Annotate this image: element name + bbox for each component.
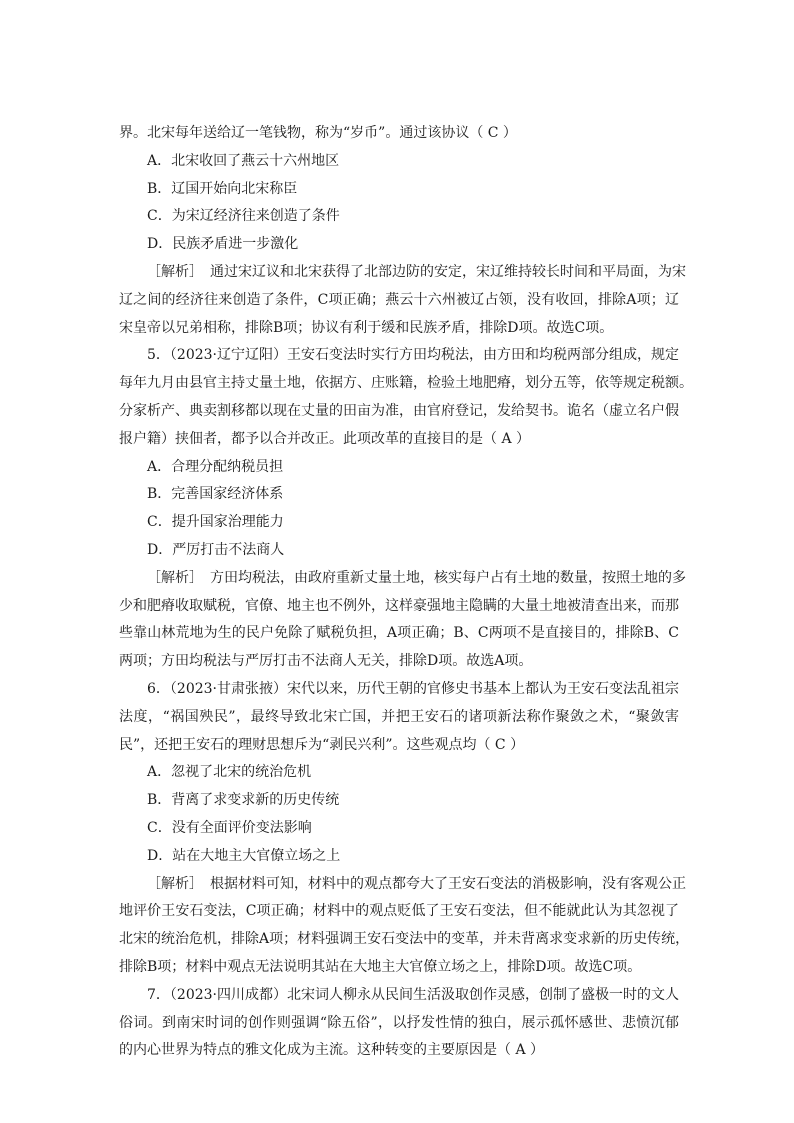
question-7-stem: 7．（2023·四川成都）北宋词人柳永从民间生活汲取创作灵感，创制了盛极一时的文人 [147,986,679,1003]
question-5-stem: 5．（2023·辽宁辽阳）王安石变法时实行方田均税法，由方田和均税两部分组成，规定 [147,347,679,364]
option-b: B．背离了求变求新的历史传统 [147,792,340,809]
analysis-line: 些靠山林荒地为生的民户免除了赋税负担，A项正确；B、C两项不是直接目的，排除B、C [119,625,679,642]
option-b: B．完善国家经济体系 [147,486,284,503]
analysis-line: ［解析］ 根据材料可知，材料中的观点都夸大了王安石变法的消极影响，没有客观公正 [147,875,686,892]
analysis-line: ［解析］ 通过宋辽议和北宋获得了北部边防的安定，宋辽维持较长时间和平局面，为宋 [147,263,686,280]
option-b: B．辽国开始向北宋称臣 [147,180,298,197]
question-6-stem: 6．（2023·甘肃张掖）宋代以来，历代王朝的官修史书基本上都认为王安石变法乱祖宗 [147,680,679,697]
option-a: A．北宋收回了燕云十六州地区 [147,152,340,169]
option-c: C．为宋辽经济往来创造了条件 [147,208,340,225]
option-d: D．严厉打击不法商人 [147,541,285,558]
option-c: C．没有全面评价变法影响 [147,819,312,836]
analysis-line: 两项；方田均税法与严厉打击不法商人无关，排除D项。故选A项。 [119,653,533,670]
question-5-stem: 报户籍）挟佃者，都予以合并改正。此项改革的直接目的是（ A ） [119,430,531,447]
analysis-line: 地评价王安石变法，C项正确；材料中的观点贬低了王安石变法，但不能就此认为其忽视了 [119,903,679,920]
question-6-stem: 民”，还把王安石的理财思想斥为“剥民兴利”。这些观点均（ C ） [119,736,525,753]
analysis-line: 少和肥瘠收取赋税，官僚、地主也不例外，这样豪强地主隐瞒的大量土地被清查出来，而那 [119,597,679,614]
question-6-stem: 法度，“祸国殃民”，最终导致北宋亡国，并把王安石的诸项新法称作聚敛之术，“聚敛害 [119,708,679,725]
question-7-stem: 俗词。到南宋时词的创作则强调“除五俗”，以抒发性情的独白，展示孤怀感世、悲愤沉郁 [119,1014,679,1031]
analysis-line: 宋皇帝以兄弟相称，排除B项；协议有利于缓和民族矛盾，排除D项。故选C项。 [119,319,614,336]
question-stem-continuation: 界。北宋每年送给辽一笔钱物，称为“岁币”。通过该协议（ C ） [119,125,517,141]
option-c: C．提升国家治理能力 [147,514,284,531]
option-d: D．站在大地主大官僚立场之上 [147,847,341,864]
question-7-stem: 的内心世界为特点的雅文化成为主流。这种转变的主要原因是（ A ） [119,1042,545,1059]
question-5-stem: 每年九月由县官主持丈量土地，依据方、庄账籍，检验土地肥瘠，划分五等，依等规定税额。 [119,375,693,392]
question-5-stem: 分家析产、典卖割移都以现在丈量的田亩为准，由官府登记，发给契书。诡名（虚立名户假 [119,402,679,419]
option-a: A．忽视了北宋的统治危机 [147,764,312,781]
analysis-line: 排除B项；材料中观点无法说明其站在大地主大官僚立场之上，排除D项。故选C项。 [119,958,642,975]
analysis-line: 北宋的统治危机，排除A项；材料强调王安石变法中的变革，并未背离求变求新的历史传统， [119,931,690,948]
option-d: D．民族矛盾进一步激化 [147,236,299,253]
page-content [119,120,693,1065]
analysis-line: ［解析］ 方田均税法，由政府重新丈量土地，核实每户占有土地的数量，按照土地的多 [147,569,686,586]
analysis-line: 辽之间的经济往来创造了条件，C项正确；燕云十六州被辽占领，没有收回，排除A项；辽 [119,291,679,308]
option-a: A．合理分配纳税员担 [147,458,284,475]
